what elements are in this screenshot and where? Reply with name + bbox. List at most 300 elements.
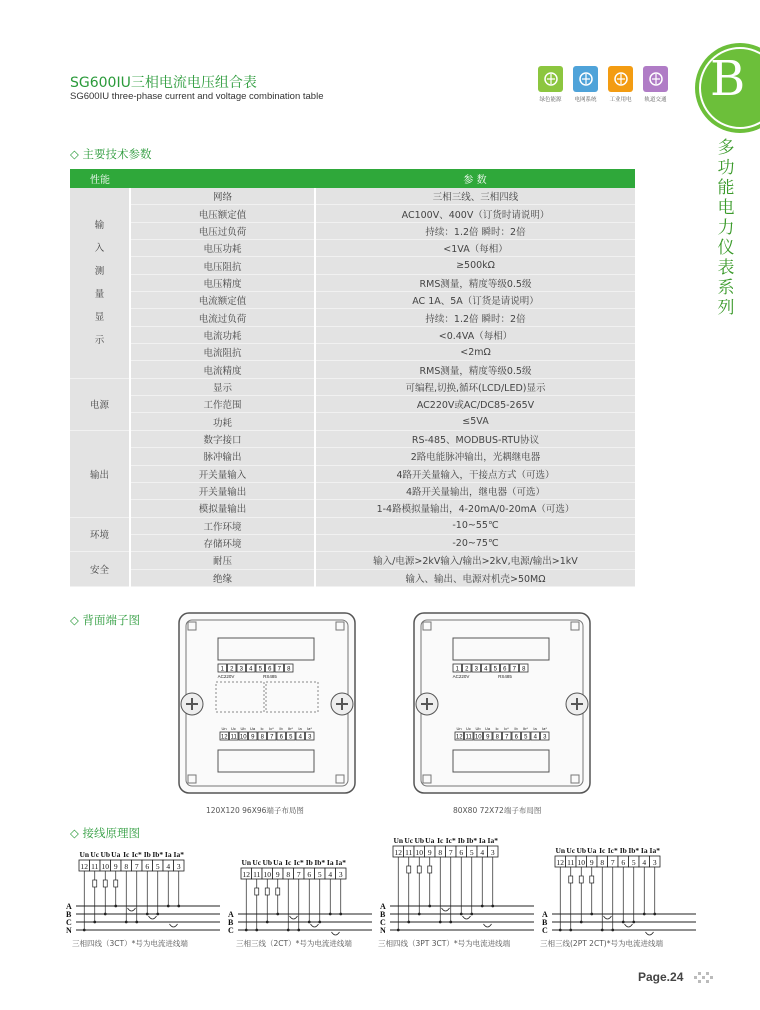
table-row — [70, 413, 635, 430]
terminal-number: 6 — [503, 666, 507, 673]
spec-item: 工作范围 — [130, 396, 315, 413]
category-label: 电网系统 — [574, 97, 597, 103]
spec-item: 电流精度 — [130, 361, 315, 378]
terminal-number: 12 — [220, 734, 228, 741]
terminal-label: Ic* — [504, 726, 509, 731]
terminal-label: Ic* — [269, 726, 274, 731]
section-heading-wiring: ◇ 接线原理图 — [70, 826, 140, 840]
wiring-diagram-3 — [378, 834, 538, 936]
terminal-number: 3 — [543, 734, 547, 741]
spec-item: 电流额定值 — [130, 292, 315, 309]
terminal-label: Un — [221, 726, 227, 731]
wiring-number: 10 — [577, 858, 585, 867]
spec-value: 输入、输出、电源对机壳>50MΩ — [315, 569, 635, 586]
wiring-number: 12 — [556, 858, 564, 867]
spec-item: 模拟量输出 — [130, 500, 315, 517]
terminal-number: 11 — [230, 734, 237, 741]
spec-item: 网络 — [130, 188, 315, 205]
spec-value: 三相三线、三相四线 — [315, 188, 635, 205]
group-char: 入 — [94, 242, 105, 254]
table-row — [70, 240, 635, 257]
spec-value: 2路电能脉冲输出，光耦继电器 — [315, 448, 635, 465]
junction — [135, 921, 138, 924]
tower-icon — [573, 66, 598, 92]
header-performance: 性能 — [70, 169, 130, 188]
spec-item: 开关量输出 — [130, 482, 315, 499]
junction — [418, 913, 421, 916]
wiring-diagram-4 — [540, 844, 700, 936]
section-heading-specs: ◇ 主要技术参数 — [70, 147, 152, 161]
junction — [297, 929, 300, 932]
table-row — [70, 396, 635, 413]
junction — [643, 913, 646, 916]
terminal-label: Ib — [279, 726, 283, 731]
fuse — [93, 880, 97, 887]
wiring-number: 8 — [124, 862, 129, 871]
fuse — [417, 866, 421, 873]
wiring-header-label: Uc — [404, 836, 414, 845]
spec-table — [70, 169, 635, 587]
category-1 — [572, 66, 599, 103]
wiring-header-label: Ib* — [152, 850, 164, 859]
table-row — [70, 448, 635, 465]
spec-value: RS-485、MODBUS-RTU协议 — [315, 430, 635, 447]
fuse — [579, 876, 583, 883]
phase-label: C — [380, 918, 386, 927]
terminal-number: 6 — [514, 734, 518, 741]
ct-coil — [442, 908, 450, 911]
wiring-number: 3 — [176, 862, 181, 871]
wiring-header-label: Ib — [457, 836, 465, 845]
terminal-label: Ib — [514, 726, 518, 731]
terminal-number: 4 — [249, 666, 253, 673]
junction — [559, 929, 562, 932]
wiring-header-label: Ia* — [487, 836, 498, 845]
terminal-label: Uc — [466, 726, 471, 731]
fuse — [428, 866, 432, 873]
phase-label: C — [542, 926, 548, 935]
fuse — [407, 866, 411, 873]
wiring-header-label: Ic — [123, 850, 130, 859]
junction — [255, 929, 258, 932]
table-row — [70, 569, 635, 586]
junction — [407, 921, 410, 924]
junction — [470, 913, 473, 916]
group-char: 显 — [94, 311, 105, 323]
phase-label: N — [380, 926, 386, 935]
junction — [266, 921, 269, 924]
ct-coil — [332, 932, 340, 935]
spec-value: <0.4VA（每相） — [315, 326, 635, 343]
wiring-header-label: Uc — [90, 850, 100, 859]
spec-value: RMS测量，精度等级0.5级 — [315, 274, 635, 291]
terminal-label: Ia — [533, 726, 537, 731]
terminal-label: Ub — [240, 726, 246, 731]
spec-value: ≥500kΩ — [315, 257, 635, 274]
group-char: 测 — [94, 265, 105, 277]
wiring-header-label: Ub — [414, 836, 425, 845]
terminal-number: 7 — [277, 666, 281, 673]
terminal-label: AC220V — [452, 674, 470, 679]
junction — [428, 905, 431, 908]
wiring-number: 8 — [600, 858, 605, 867]
group-char: 量 — [94, 288, 105, 300]
table-row — [70, 500, 635, 517]
wiring-number: 5 — [155, 862, 160, 871]
terminal-label: RS485 — [263, 674, 277, 679]
table-row — [70, 326, 635, 343]
wiring-diagram-2 — [226, 856, 376, 936]
junction — [308, 921, 311, 924]
junction — [632, 921, 635, 924]
spec-item: 电流阻抗 — [130, 344, 315, 361]
wiring-header-label: Uc — [566, 846, 576, 855]
table-row — [70, 292, 635, 309]
terminal-number: 2 — [465, 666, 469, 673]
phase-label: C — [228, 926, 234, 935]
terminal-number: 6 — [268, 666, 272, 673]
spec-item: 电压额定值 — [130, 205, 315, 222]
wiring-number: 9 — [275, 870, 280, 879]
junction — [611, 929, 614, 932]
terminal-label: Uc — [231, 726, 236, 731]
wiring-header-label: Ib — [305, 858, 313, 867]
spec-item: 工作环境 — [130, 517, 315, 534]
table-row — [70, 430, 635, 447]
ct-coil — [463, 916, 471, 919]
junction — [460, 913, 463, 916]
junction — [580, 921, 583, 924]
terminal-number: 1 — [220, 666, 224, 673]
category-0 — [537, 66, 564, 103]
spec-value: -10~55℃ — [315, 517, 635, 534]
spec-value: <2mΩ — [315, 344, 635, 361]
junction — [449, 921, 452, 924]
wiring-caption-2: 三相三线（2CT）*号为电流进线端 — [236, 939, 352, 948]
category-label: 轨道交通 — [644, 97, 667, 103]
wiring-header-label: Ub — [262, 858, 273, 867]
header-params: 参 数 — [315, 169, 635, 188]
terminal-number: 4 — [484, 666, 488, 673]
wiring-header-label: Ic* — [131, 850, 142, 859]
wiring-number: 3 — [652, 858, 657, 867]
phase-label: C — [66, 918, 72, 927]
spec-item: 电压过负荷 — [130, 222, 315, 239]
junction — [93, 921, 96, 924]
wiring-number: 5 — [631, 858, 636, 867]
terminal-number: 2 — [230, 666, 234, 673]
wiring-header-label: Ia — [326, 858, 334, 867]
terminal-label: Ua — [249, 726, 256, 731]
group-label: 环境 — [70, 517, 130, 552]
terminal-label: Ia — [298, 726, 302, 731]
phase-label: N — [66, 926, 72, 935]
phase-label: A — [228, 910, 234, 919]
series-title: 多功能电力仪表系列 — [717, 138, 735, 318]
junction — [104, 913, 107, 916]
spec-item: 耐压 — [130, 552, 315, 569]
terminal-number: 5 — [289, 734, 293, 741]
terminal-number: 3 — [239, 666, 243, 673]
junction — [318, 921, 321, 924]
table-row — [70, 517, 635, 534]
wiring-number: 7 — [134, 862, 139, 871]
terminal-number: 9 — [486, 734, 490, 741]
phase-label: B — [380, 910, 386, 919]
table-row — [70, 482, 635, 499]
spec-value: AC100V、400V（订货时请说明） — [315, 205, 635, 222]
wiring-header-label: Ib* — [466, 836, 478, 845]
junction — [329, 913, 332, 916]
fuse — [265, 888, 269, 895]
terminal-number: 11 — [465, 734, 472, 741]
wiring-header-label: Ia* — [335, 858, 346, 867]
page-number: Page.24 — [638, 970, 684, 984]
junction — [245, 929, 248, 932]
terminal-number: 3 — [474, 666, 478, 673]
terminal-number: 5 — [524, 734, 528, 741]
caption-120: 120X120 96X96端子布局图 — [206, 806, 304, 815]
terminal-number: 6 — [279, 734, 283, 741]
spec-item: 电流功耗 — [130, 326, 315, 343]
terminal-label: Ub — [475, 726, 481, 731]
header-item — [130, 169, 315, 188]
spec-item: 绝缘 — [130, 569, 315, 586]
group-label: 安全 — [70, 552, 130, 587]
wiring-number: 10 — [101, 862, 109, 871]
ct-coil — [646, 932, 654, 935]
junction — [397, 929, 400, 932]
pattern-icon — [694, 970, 716, 986]
wiring-number: 11 — [91, 862, 99, 871]
wiring-number: 5 — [469, 848, 474, 857]
wiring-header-label: Ua — [111, 850, 121, 859]
table-row — [70, 378, 635, 395]
junction — [491, 905, 494, 908]
wiring-number: 12 — [394, 848, 402, 857]
terminal-number: 1 — [455, 666, 459, 673]
terminal-label: Ic — [260, 726, 264, 731]
wiring-header-label: Ib* — [628, 846, 640, 855]
table-row — [70, 361, 635, 378]
category-label: 绿色能源 — [539, 97, 562, 103]
terminal-number: 12 — [455, 734, 463, 741]
phase-label: B — [66, 910, 72, 919]
spec-value: 可编程,切换,循环(LCD/LED)显示 — [315, 378, 635, 395]
wiring-header-label: Ic — [285, 858, 292, 867]
terminal-diagram-80 — [413, 612, 593, 797]
wiring-number: 6 — [459, 848, 464, 857]
fuse — [590, 876, 594, 883]
page-subtitle: SG600IU three-phase current and voltage combination table — [70, 91, 324, 102]
junction — [601, 929, 604, 932]
terminal-number: 7 — [270, 734, 274, 741]
wiring-header-label: Ib — [143, 850, 151, 859]
wiring-number: 6 — [145, 862, 150, 871]
junction — [569, 929, 572, 932]
wiring-header-label: Ua — [587, 846, 597, 855]
terminal-number: 4 — [298, 734, 302, 741]
junction — [622, 921, 625, 924]
spec-item: 显示 — [130, 378, 315, 395]
wiring-number: 3 — [338, 870, 343, 879]
junction — [339, 913, 342, 916]
ct-coil — [484, 924, 492, 927]
wiring-diagram-1 — [64, 848, 224, 936]
wiring-number: 9 — [113, 862, 118, 871]
category-3 — [642, 66, 669, 103]
terminal-number: 10 — [474, 734, 482, 741]
wiring-header-label: Ic — [437, 836, 444, 845]
wiring-number: 12 — [80, 862, 88, 871]
junction — [177, 905, 180, 908]
wiring-number: 9 — [427, 848, 432, 857]
spec-item: 功耗 — [130, 413, 315, 430]
wiring-header-label: Ua — [273, 858, 283, 867]
wiring-number: 3 — [490, 848, 495, 857]
terminal-diagram-120 — [178, 612, 358, 797]
ct-coil — [604, 916, 612, 919]
terminal-number: 5 — [493, 666, 497, 673]
table-row — [70, 257, 635, 274]
spec-value: 4路开关量输入，干接点方式（可选） — [315, 465, 635, 482]
spec-value: ≤5VA — [315, 413, 635, 430]
group-label — [70, 188, 130, 378]
category-2 — [607, 66, 634, 103]
wiring-header-label: Ia — [640, 846, 648, 855]
wiring-number: 9 — [589, 858, 594, 867]
group-label: 电源 — [70, 378, 130, 430]
wiring-header-label: Ua — [425, 836, 435, 845]
terminal-number: 8 — [522, 666, 526, 673]
table-row — [70, 465, 635, 482]
terminal-label: RS485 — [498, 674, 512, 679]
category-icons — [537, 66, 669, 103]
spec-item: 脉冲输出 — [130, 448, 315, 465]
junction — [114, 905, 117, 908]
wiring-number: 4 — [166, 862, 171, 871]
junction — [83, 929, 86, 932]
junction — [653, 913, 656, 916]
wiring-header-label: Ib* — [314, 858, 326, 867]
wiring-number: 11 — [405, 848, 413, 857]
terminal-label: Ua — [484, 726, 491, 731]
spec-item: 电流过负荷 — [130, 309, 315, 326]
wiring-header-label: Ia* — [649, 846, 660, 855]
wiring-header-label: Ub — [100, 850, 111, 859]
wiring-caption-4: 三相三线(2PT 2CT)*号为电流进线端 — [540, 939, 663, 948]
wiring-caption-3: 三相四线（3PT 3CT）*号为电流进线端 — [378, 939, 511, 948]
terminal-label: Ia* — [542, 726, 547, 731]
group-char: 输 — [94, 219, 105, 231]
junction — [125, 921, 128, 924]
terminal-label: Ia* — [307, 726, 312, 731]
spec-item: 电压精度 — [130, 274, 315, 291]
junction — [146, 913, 149, 916]
wiring-header-label: Ic — [599, 846, 606, 855]
train-icon — [643, 66, 668, 92]
wiring-number: 11 — [567, 858, 575, 867]
spec-item: 存储环境 — [130, 534, 315, 551]
phase-label: B — [228, 918, 234, 927]
spec-value: 4路开关量输出，继电器（可选） — [315, 482, 635, 499]
spec-value: AC 1A、5A（订货是请说明） — [315, 292, 635, 309]
table-row — [70, 222, 635, 239]
wiring-number: 7 — [296, 870, 301, 879]
terminal-label: AC220V — [217, 674, 235, 679]
junction — [276, 913, 279, 916]
spec-value: 持续：1.2倍 瞬时：2倍 — [315, 222, 635, 239]
group-char: 示 — [94, 334, 105, 346]
page-title: SG600IU三相电流电压组合表 — [70, 75, 257, 91]
wiring-number: 8 — [286, 870, 291, 879]
spec-value: 输入/电源>2kV输入/输出>2kV,电源/输出>1kV — [315, 552, 635, 569]
wiring-number: 4 — [642, 858, 647, 867]
terminal-number: 9 — [251, 734, 255, 741]
junction — [439, 921, 442, 924]
wiring-number: 6 — [307, 870, 312, 879]
junction — [590, 913, 593, 916]
wiring-header-label: Un — [79, 850, 90, 859]
wiring-header-label: Ub — [576, 846, 587, 855]
spec-item: 开关量输入 — [130, 465, 315, 482]
wiring-number: 10 — [263, 870, 271, 879]
table-row — [70, 205, 635, 222]
table-row — [70, 188, 635, 205]
section-badge — [695, 43, 760, 133]
phase-label: A — [66, 902, 72, 911]
wiring-number: 5 — [317, 870, 322, 879]
table-row — [70, 344, 635, 361]
wiring-header-label: Ia — [164, 850, 172, 859]
caption-80: 80X80 72X72端子布局图 — [453, 806, 542, 815]
terminal-number: 3 — [308, 734, 312, 741]
table-row — [70, 309, 635, 326]
wiring-caption-1: 三相四线（3CT）*号为电流进线端 — [72, 939, 188, 948]
fuse — [569, 876, 573, 883]
wiring-number: 6 — [621, 858, 626, 867]
terminal-number: 7 — [512, 666, 516, 673]
spec-value: AC220V或AC/DC85-265V — [315, 396, 635, 413]
fuse — [103, 880, 107, 887]
factory-icon — [608, 66, 633, 92]
wiring-number: 4 — [480, 848, 485, 857]
wiring-header-label: Ic* — [607, 846, 618, 855]
terminal-number: 4 — [533, 734, 537, 741]
wiring-number: 8 — [438, 848, 443, 857]
fuse — [114, 880, 118, 887]
fuse — [255, 888, 259, 895]
spec-item: 电压阻抗 — [130, 257, 315, 274]
terminal-number: 10 — [239, 734, 247, 741]
phase-label: B — [542, 918, 548, 927]
table-row — [70, 274, 635, 291]
terminal-number: 5 — [258, 666, 262, 673]
badge-letter: B — [710, 51, 746, 107]
spec-item: 数字接口 — [130, 430, 315, 447]
junction — [481, 905, 484, 908]
terminal-number: 7 — [505, 734, 509, 741]
terminal-label: Un — [456, 726, 462, 731]
wiring-header-label: Un — [241, 858, 252, 867]
wiring-number: 10 — [415, 848, 423, 857]
wiring-number: 4 — [328, 870, 333, 879]
wiring-header-label: Ic* — [293, 858, 304, 867]
ct-coil — [290, 916, 298, 919]
terminal-label: Ib* — [523, 726, 528, 731]
spec-value: 持续：1.2倍 瞬时：2倍 — [315, 309, 635, 326]
wiring-header-label: Ic* — [445, 836, 456, 845]
